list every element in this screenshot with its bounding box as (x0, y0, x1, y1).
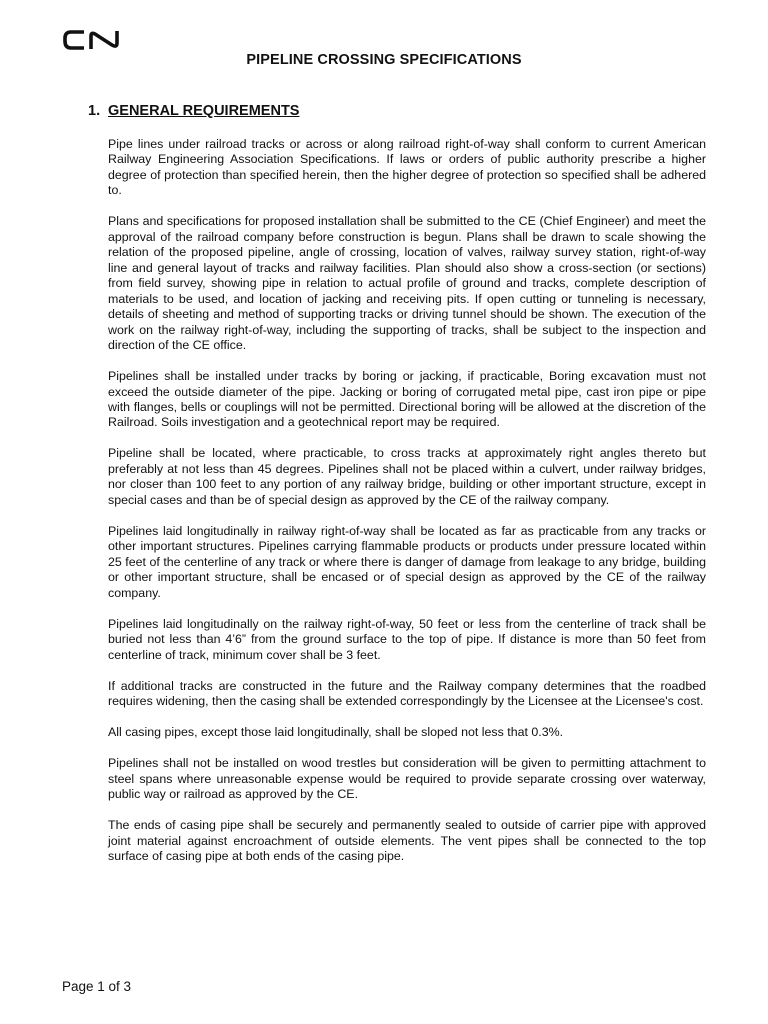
section-heading-label: GENERAL REQUIREMENTS (108, 103, 300, 119)
paragraph: Pipelines laid longitudinally in railway right-of-way shall be located as far as practicable from any tracks or other important structures. Pipelines carrying flammable products or products under pressure located within 25 feet of the centerline of any track or where there is danger of damage from leakage to any bridge, building or other important structure, shall be encased or of special design as approved by the CE of the railway company. (108, 523, 706, 600)
paragraph: Pipe lines under railroad tracks or across or along railroad right-of-way shall conform to current American Railway Engineering Association Specifications. If laws or orders of public authority prescribe a higher degree of protection than specified herein, then the higher degree of protection so specified shall be adhered to. (108, 137, 706, 198)
paragraph: All casing pipes, except those laid longitudinally, shall be sloped not less that 0.3%. (108, 725, 564, 740)
paragraph: Pipelines shall not be installed on wood trestles but consideration will be given to permitting attachment to steel spans where unreasonable expense would be required to provide separate crossing over waterway, public way or railroad as approved by the CE. (108, 756, 706, 802)
section-heading (88, 103, 299, 119)
paragraph: Plans and specifications for proposed installation shall be submitted to the CE (Chief Engineer) and meet the approval of the railroad company before construction is begun. Plans shall be drawn to scale showing the relation of the proposed pipeline, angle of crossing, location of valves, railway survey station, right-of-way line and general layout of tracks and railway facilities. Plan should also show a cross-section (or sections) from field survey, showing pipe in relation to actual profile of ground and tracks, complete description of materials to be used, and location of jacking and receiving pits. If open cutting or tunneling is necessary, details of sheeting and method of supporting tracks or driving tunnel should be shown. The execution of the work on the railway right-of-way, including the supporting of tracks, shall be subject to the inspection and direction of the CE office. (108, 214, 706, 353)
paragraph: The ends of casing pipe shall be securely and permanently sealed to outside of carrier pipe with approved joint material against encroachment of outside elements. The vent pipes shall be connected to the top surface of casing pipe at both ends of the casing pipe. (108, 818, 706, 864)
paragraph: Pipeline shall be located, where practicable, to cross tracks at approximately right angles thereto but preferably at not less than 45 degrees. Pipelines shall not be placed within a culvert, under railway bridges, nor closer than 100 feet to any portion of any railway bridge, building or other important structure, except in special cases and than be of special design as approved by the CE of the railway company. (108, 446, 706, 507)
cn-logo (62, 28, 122, 52)
document-title: PIPELINE CROSSING SPECIFICATIONS (246, 52, 522, 68)
paragraph: Pipelines shall be installed under tracks by boring or jacking, if practicable, Boring excavation must not exceed the outside diameter of the pipe. Jacking or boring of corrugated metal pipe, cast iron pipe or pipe with flanges, bells or couplings will not be permitted. Directional boring will be allowed at the discretion of the Railroad. Soils investigation and a geotechnical report may be required. (108, 369, 706, 430)
section-number: 1. (88, 103, 101, 119)
page-number: Page 1 of 3 (62, 979, 132, 994)
section-body (108, 137, 706, 880)
paragraph: If additional tracks are constructed in the future and the Railway company determines that the roadbed requires widening, then the casing shall be extended correspondingly by the Licensee at the Licensee's cost. (108, 678, 706, 709)
paragraph: Pipelines laid longitudinally on the railway right-of-way, 50 feet or less from the centerline of track shall be buried not less than 4’6” from the ground surface to the top of pipe. If distance is more than 50 feet from centerline of track, minimum cover shall be 3 feet. (108, 616, 706, 662)
